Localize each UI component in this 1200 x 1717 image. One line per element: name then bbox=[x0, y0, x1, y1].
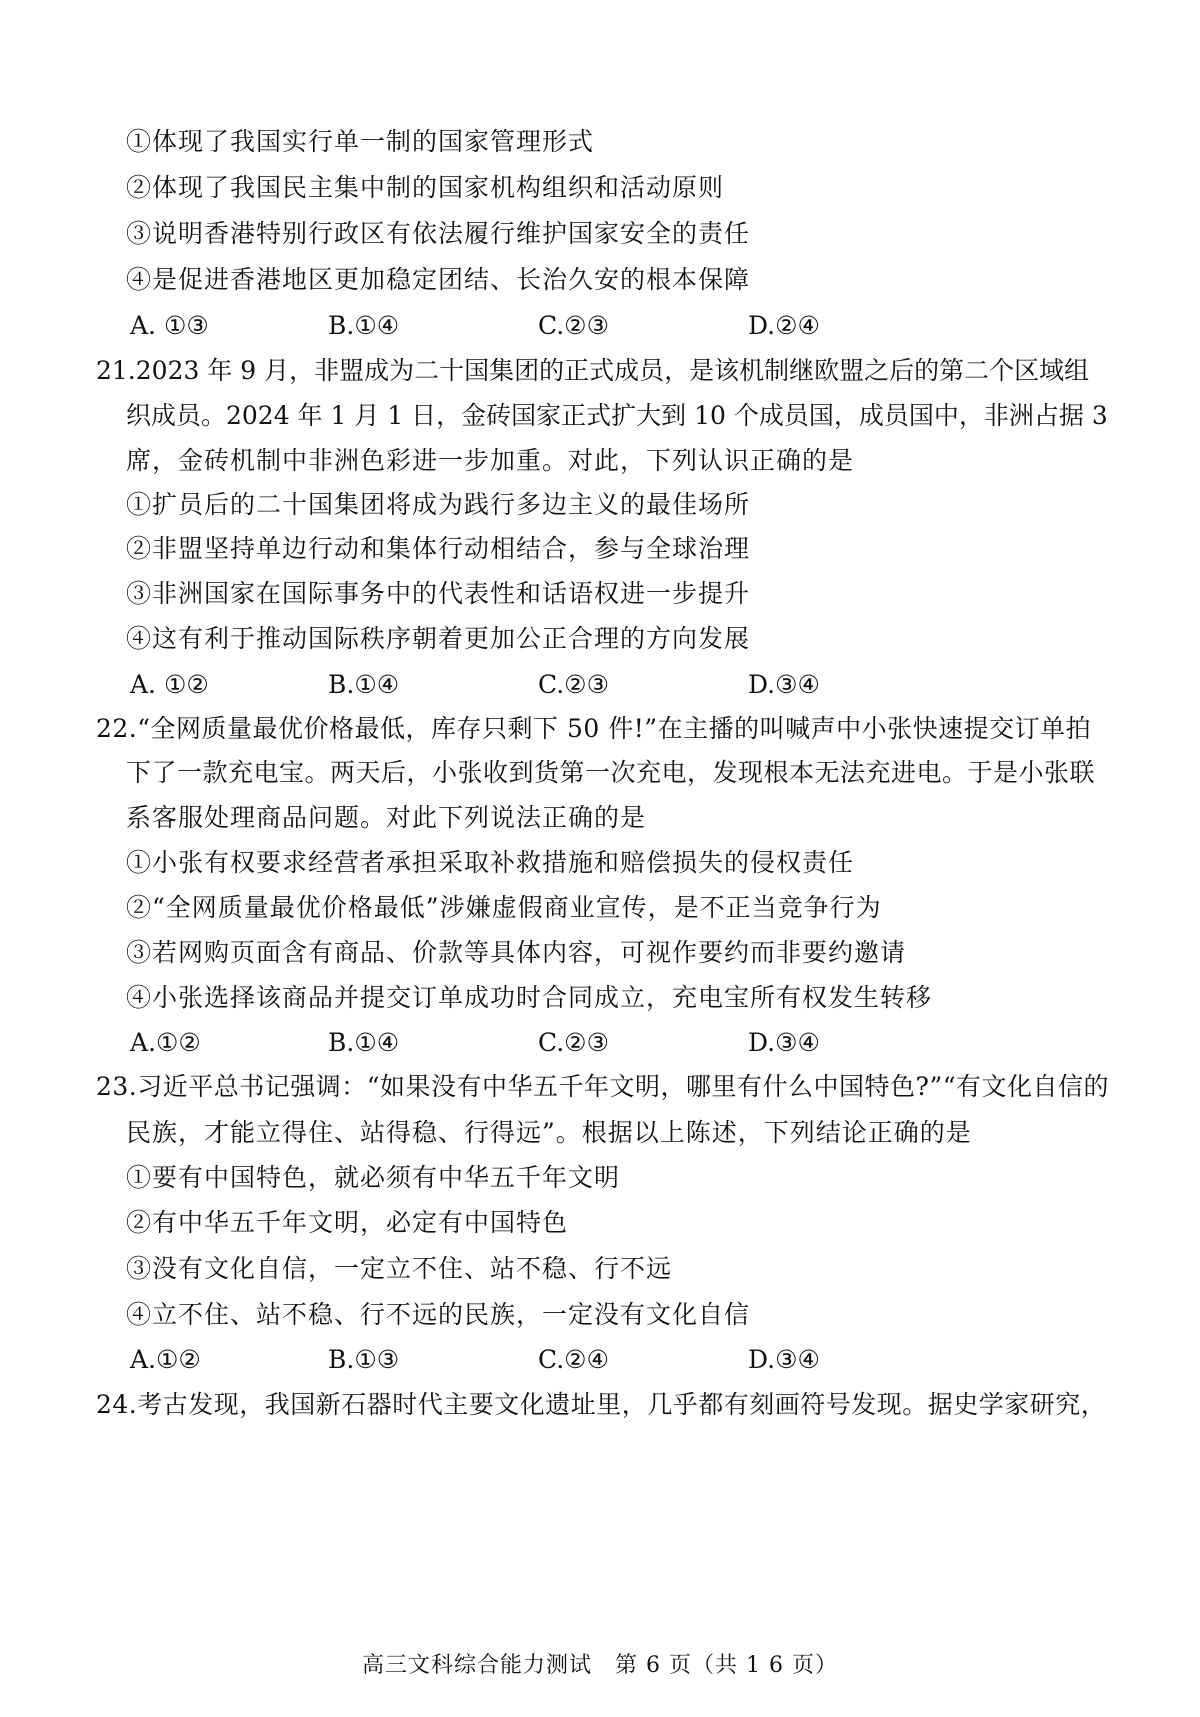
q21-option-d: D.③④ bbox=[748, 670, 820, 699]
q21-item-3: ③非洲国家在国际事务中的代表性和话语权进一步提升 bbox=[126, 579, 751, 608]
q21-option-a: A. ①② bbox=[130, 670, 209, 699]
q20-option-b: B.①④ bbox=[328, 311, 400, 340]
q23-item-3: ③没有文化自信，一定立不住、站不稳、行不远 bbox=[126, 1254, 673, 1283]
q21-option-b: B.①④ bbox=[328, 670, 400, 699]
q22-option-a: A.①② bbox=[130, 1028, 201, 1057]
q22-item-1: ①小张有权要求经营者承担采取补救措施和赔偿损失的侵权责任 bbox=[126, 848, 855, 877]
q23-option-b: B.①③ bbox=[328, 1345, 400, 1374]
q24-stem-line-1: 24.考古发现，我国新石器时代主要文化遗址里，几乎都有刻画符号发现。据史学家研究， bbox=[96, 1390, 1107, 1419]
q22-item-3: ③若网购页面含有商品、价款等具体内容，可视作要约而非要约邀请 bbox=[126, 938, 907, 967]
q22-option-d: D.③④ bbox=[748, 1028, 820, 1057]
q22-stem-line-3: 系客服处理商品问题。对此下列说法正确的是 bbox=[126, 803, 647, 832]
q20-option-c: C.②③ bbox=[538, 311, 610, 340]
q22-stem-line-2: 下了一款充电宝。两天后，小张收到货第一次充电，发现根本无法充进电。于是小张联 bbox=[126, 758, 1096, 787]
q23-item-2: ②有中华五千年文明，必定有中国特色 bbox=[126, 1208, 569, 1237]
q20-option-a: A. ①③ bbox=[130, 311, 209, 340]
q22-stem-line-1: 22.“全网质量最优价格最低，库存只剩下 50 件!”在主播的叫喊声中小张快速提交订单拍 bbox=[96, 714, 1092, 743]
q20-item-3: ③说明香港特别行政区有依法履行维护国家安全的责任 bbox=[126, 219, 751, 248]
q21-option-c: C.②③ bbox=[538, 670, 610, 699]
q21-item-1: ①扩员后的二十国集团将成为践行多边主义的最佳场所 bbox=[126, 490, 751, 519]
q23-stem-line-2: 民族，才能立得住、站得稳、行得远”。根据以上陈述，下列结论正确的是 bbox=[126, 1118, 972, 1147]
q21-stem-line-3: 席，金砖机制中非洲色彩进一步加重。对此，下列认识正确的是 bbox=[126, 446, 855, 475]
q23-option-d: D.③④ bbox=[748, 1345, 820, 1374]
q23-option-c: C.②④ bbox=[538, 1345, 610, 1374]
q21-item-4: ④这有利于推动国际秩序朝着更加公正合理的方向发展 bbox=[126, 624, 751, 653]
q23-item-1: ①要有中国特色，就必须有中华五千年文明 bbox=[126, 1163, 621, 1192]
q21-stem-line-2: 织成员。2024 年 1 月 1 日，金砖国家正式扩大到 10 个成员国，成员国中，非洲占据 3 bbox=[126, 401, 1108, 430]
q21-stem-line-1: 21.2023 年 9 月，非盟成为二十国集团的正式成员，是该机制继欧盟之后的第二个区域组 bbox=[96, 356, 1090, 385]
q22-item-4: ④小张选择该商品并提交订单成功时合同成立，充电宝所有权发生转移 bbox=[126, 983, 933, 1012]
q23-item-4: ④立不住、站不稳、行不远的民族，一定没有文化自信 bbox=[126, 1300, 751, 1329]
q21-item-2: ②非盟坚持单边行动和集体行动相结合，参与全球治理 bbox=[126, 534, 751, 563]
q23-option-a: A.①② bbox=[130, 1345, 201, 1374]
q20-item-2: ②体现了我国民主集中制的国家机构组织和活动原则 bbox=[126, 173, 725, 202]
q20-item-4: ④是促进香港地区更加稳定团结、长治久安的根本保障 bbox=[126, 265, 751, 294]
page-footer: 高三文科综合能力测试 第 6 页（共 1 6 页） bbox=[362, 1653, 838, 1678]
q20-item-1: ①体现了我国实行单一制的国家管理形式 bbox=[126, 127, 595, 156]
q22-item-2: ②“全网质量最优价格最低”涉嫌虚假商业宣传，是不正当竞争行为 bbox=[126, 893, 882, 922]
q22-option-c: C.②③ bbox=[538, 1028, 610, 1057]
q22-option-b: B.①④ bbox=[328, 1028, 400, 1057]
q20-option-d: D.②④ bbox=[748, 311, 820, 340]
q23-stem-line-1: 23.习近平总书记强调：“如果没有中华五千年文明，哪里有什么中国特色?”“有文化自信的 bbox=[96, 1072, 1110, 1101]
